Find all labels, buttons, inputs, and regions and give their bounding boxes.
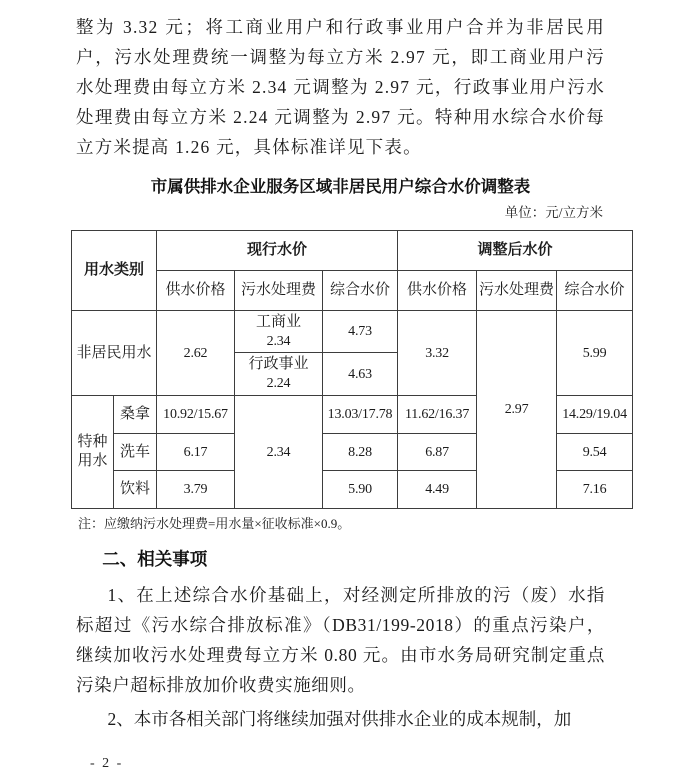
cell-carwash-current-supply: 6.17 — [157, 434, 235, 471]
header-current-price-group: 现行水价 — [157, 231, 398, 271]
admin-label: 行政事业 — [248, 356, 309, 372]
section-heading: 二、相关事项 — [102, 549, 208, 569]
cell-beverage-label: 饮料 — [114, 471, 157, 509]
table-header-row-2 — [72, 271, 633, 311]
cell-special-current-sewage: 2.34 — [235, 396, 323, 509]
cell-carwash-current-composite: 8.28 — [323, 434, 398, 471]
cell-beverage-adjusted-composite: 7.16 — [557, 471, 633, 509]
cell-sauna-adjusted-supply: 11.62/16.37 — [398, 396, 477, 434]
cell-nonresident-current-supply: 2.62 — [157, 311, 235, 396]
cell-admin-current-composite: 4.63 — [323, 353, 398, 396]
cell-sauna-adjusted-composite: 14.29/19.04 — [557, 396, 633, 434]
cell-special-label: 特种用水 — [72, 396, 114, 509]
cell-sauna-current-supply: 10.92/15.67 — [157, 396, 235, 434]
header-adjusted-sewage: 污水处理费 — [477, 271, 557, 311]
header-current-supply: 供水价格 — [157, 271, 235, 311]
industrial-label: 工商业 — [256, 313, 302, 330]
cell-beverage-current-composite: 5.90 — [323, 471, 398, 509]
cell-carwash-label: 洗车 — [114, 434, 157, 471]
page-number: - 2 - — [90, 756, 124, 771]
header-category: 用水类别 — [72, 231, 157, 311]
table-title: 市属供排水企业服务区域非居民用户综合水价调整表 — [150, 178, 531, 196]
cell-sauna-current-composite: 13.03/17.78 — [323, 396, 398, 434]
cell-nonresident-label: 非居民用水 — [72, 311, 157, 396]
header-adjusted-composite: 综合水价 — [557, 271, 633, 311]
cell-beverage-adjusted-supply: 4.49 — [398, 471, 477, 509]
cell-nonresident-adjusted-supply: 3.32 — [398, 311, 477, 396]
cell-sauna-label: 桑拿 — [114, 396, 157, 434]
header-current-sewage: 污水处理费 — [235, 271, 323, 311]
paragraph-item-2: 2、本市各相关部门将继续加强对供排水企业的成本规制，加 — [107, 709, 572, 729]
unit-label: 单位：元/立方米 — [504, 205, 603, 220]
cell-nonresident-adjusted-composite: 5.99 — [557, 311, 633, 396]
table-header-row-1 — [72, 231, 633, 271]
intro-paragraph: 整为 3.32 元；将工商业用户和行政事业用户合并为非居民用户，污水处理费统一调整为每立方米 2.97 元，即工商业用户污水处理费由每立方米 2.34 元调整为 2.97 元，行政事业用户污水处理费由每立方米 2.24 元调整为 2.97 元。特种用水综合水价每立方米提高 1.26 元，具体标准详见下表。 — [76, 17, 605, 157]
header-adjusted-supply: 供水价格 — [398, 271, 477, 311]
cell-carwash-adjusted-composite: 9.54 — [557, 434, 633, 471]
header-current-composite: 综合水价 — [323, 271, 398, 311]
document-body — [76, 12, 627, 734]
cell-industrial-current-sewage — [235, 311, 323, 353]
cell-adjusted-sewage-all: 2.97 — [477, 311, 557, 509]
industrial-sewage-value: 2.34 — [266, 333, 291, 349]
cell-beverage-current-supply: 3.79 — [157, 471, 235, 509]
water-price-adjustment-table — [71, 230, 633, 509]
paragraph-item-1: 1、在上述综合水价基础上，对经测定所排放的污（废）水指标超过《污水综合排放标准》（DB31/199-2018）的重点污染户，继续加收污水处理费每立方米 0.80 元。由市水务局研究制定重点污染户超标排放加价收费实施细则。 — [76, 585, 605, 695]
cell-industrial-current-composite: 4.73 — [323, 311, 398, 353]
table-row-nonresident-industrial — [72, 311, 633, 353]
admin-sewage-value: 2.24 — [266, 376, 291, 391]
header-adjusted-price-group: 调整后水价 — [398, 231, 633, 271]
cell-admin-current-sewage — [235, 353, 323, 396]
cell-carwash-adjusted-supply: 6.87 — [398, 434, 477, 471]
table-note: 注：应缴纳污水处理费=用水量×征收标准×0.9。 — [78, 516, 351, 531]
